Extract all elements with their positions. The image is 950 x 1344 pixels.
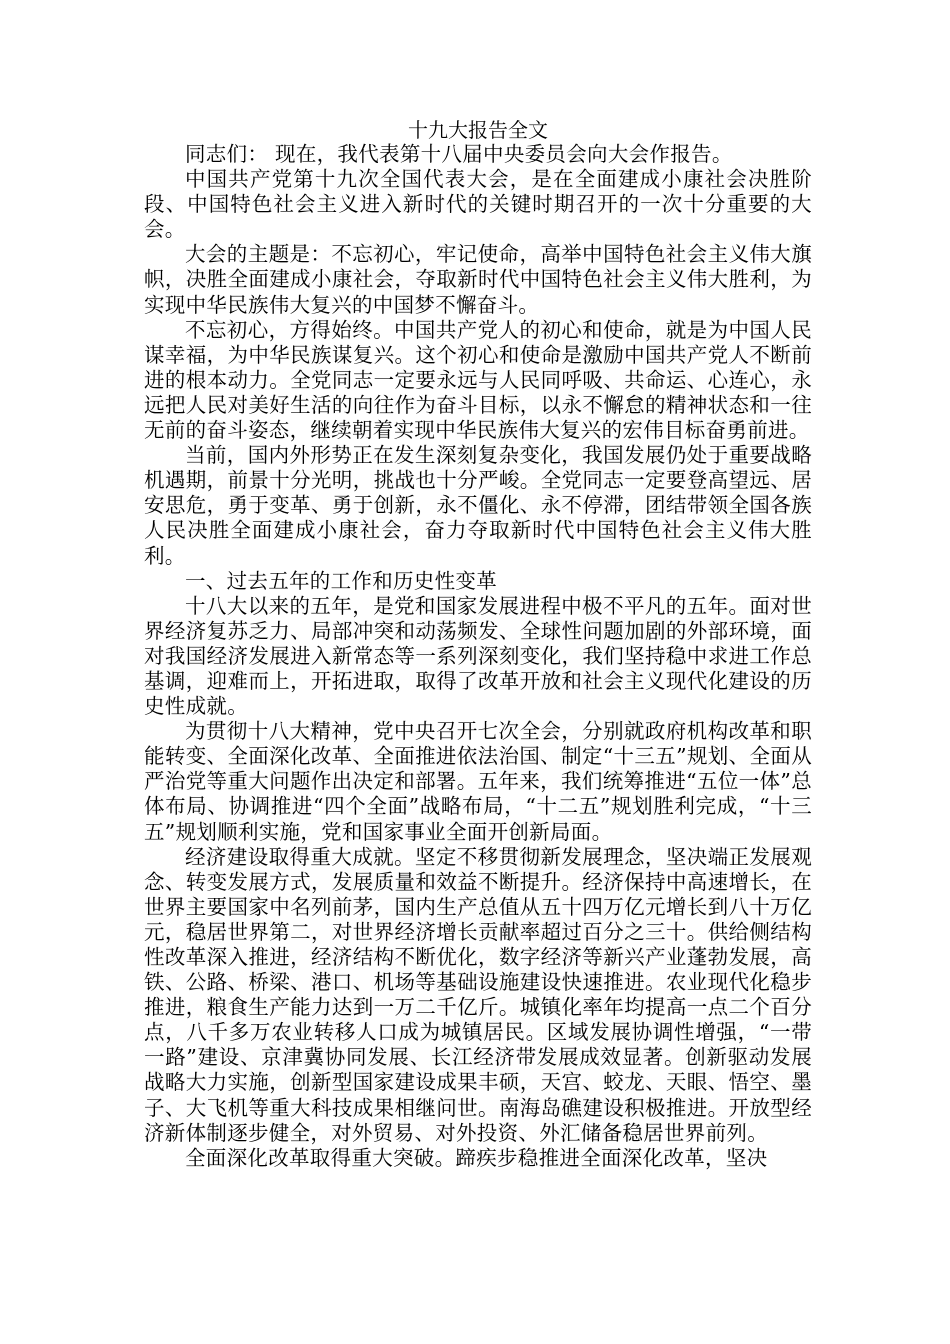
paragraph-theme: 大会的主题是：不忘初心，牢记使命，高举中国特色社会主义伟大旗帜，决胜全面建成小康社会，夺取新时代中国特色社会主义伟大胜利，为实现中华民族伟大复兴的中国梦不懈奋斗。 [144,242,812,317]
document-page [144,118,812,1171]
paragraph-five-years: 十八大以来的五年，是党和国家发展进程中极不平凡的五年。面对世界经济复苏乏力、局部冲突和动荡频发、全球性问题加剧的外部环境，面对我国经济发展进入新常态等一系列深刻变化，我们坚持稳中求进工作总基调，迎难而上，开拓进取，取得了改革开放和社会主义现代化建设的历史性成就。 [144,593,812,719]
document-title: 十九大报告全文 [408,118,548,142]
paragraph-greeting: 同志们： 现在，我代表第十八届中央委员会向大会作报告。 [185,142,733,166]
paragraph-economic-achievements: 经济建设取得重大成就。坚定不移贯彻新发展理念，坚决端正发展观念、转变发展方式，发展质量和效益不断提升。经济保持中高速增长，在世界主要国家中名列前茅，国内生产总值从五十四万亿元增长到八十万亿元，稳居世界第二，对世界经济增长贡献率超过百分之三十。供给侧结构性改革深入推进，经济结构不断优化，数字经济等新兴产业蓬勃发展，高铁、公路、桥梁、港口、机场等基础设施建设快速推进。农业现代化稳步推进，粮食生产能力达到一万二千亿斤。城镇化率年均提高一点二个百分点，八千多万农业转移人口成为城镇居民。区域发展协调性增强，“一带一路”建设、京津冀协同发展、长江经济带发展成效显著。创新驱动发展战略大力实施，创新型国家建设成果丰硕，天宫、蛟龙、天眼、悟空、墨子、大飞机等重大科技成果相继问世。南海岛礁建设积极推进。开放型经济新体制逐步健全，对外贸易、对外投资、外汇储备稳居世界前列。 [144,844,812,1145]
paragraph-original-aspiration: 不忘初心，方得始终。中国共产党人的初心和使命，就是为中国人民谋幸福，为中华民族谋复兴。这个初心和使命是激励中国共产党人不断前进的根本动力。全党同志一定要永远与人民同呼吸、共命运、心连心，永远把人民对美好生活的向往作为奋斗目标，以永不懈怠的精神状态和一往无前的奋斗姿态，继续朝着实现中华民族伟大复兴的宏伟目标奋勇前进。 [144,317,812,443]
paragraph-congress-intro: 中国共产党第十九次全国代表大会，是在全面建成小康社会决胜阶段、中国特色社会主义进入新时代的关键时期召开的一次十分重要的大会。 [144,167,812,242]
section-heading-past-five-years: 一、过去五年的工作和历史性变革 [185,568,497,593]
paragraph-reform-breakthrough: 全面深化改革取得重大突破。蹄疾步稳推进全面深化改革，坚决 [185,1145,768,1170]
paragraph-plenary-sessions: 为贯彻十八大精神，党中央召开七次全会，分别就政府机构改革和职能转变、全面深化改革、全面推进依法治国、制定“十三五”规划、全面从严治党等重大问题作出决定和部署。五年来，我们统筹推进“五位一体”总体布局、协调推进“四个全面”战略布局，“十二五”规划胜利完成，“十三五”规划顺利实施，党和国家事业全面开创新局面。 [144,719,812,844]
paragraph-current-situation: 当前，国内外形势正在发生深刻复杂变化，我国发展仍处于重要战略机遇期，前景十分光明，挑战也十分严峻。全党同志一定要登高望远、居安思危，勇于变革、勇于创新，永不僵化、永不停滞，团结带领全国各族人民决胜全面建成小康社会，奋力夺取新时代中国特色社会主义伟大胜利。 [144,443,812,568]
